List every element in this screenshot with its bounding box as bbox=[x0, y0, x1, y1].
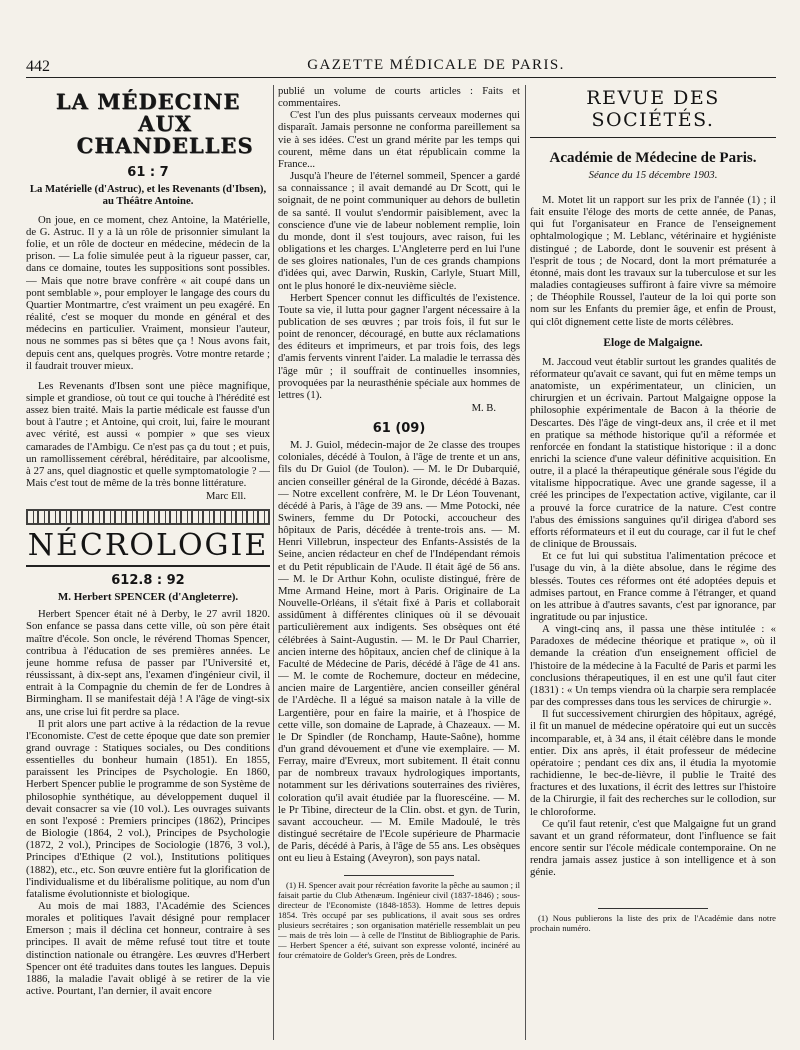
left-column bbox=[26, 85, 270, 1040]
author-signature: M. B. bbox=[471, 403, 496, 415]
obituary-paragraph: Herbert Spencer connut les difficultés de l'existence. Toute sa vie, il lutta pour gagner l'argent nécessaire à la publication de ses œuvres ; par trois fois, il fut sur le point de renoncer, découragé, en butte aux réclamations des éditeurs et imprimeurs, et par trois fois, des legs d'amis fervents vinrent l'aider. La maladie le terrassa dès l'âge mûr ; il souffrait de continuelles insomnies, provoquées par la neurasthénie spéciale aux hommes de lettres (1). bbox=[278, 291, 520, 401]
right-column bbox=[530, 85, 776, 1040]
obituary-paragraph: Jusqu'à l'heure de l'éternel sommeil, Spencer a gardé sa connaissance ; il avait demandé au Dr Scott, qui le soignait, de ne point communiquer au dehors de bulletin de sa santé. Il voulut s'endormir paisiblement, avec la conscience d'une vie de labeur noblement remplie, loin du monde, dont il s'est toujours, avec raison, fui les obligations et les charges. L'Angleterre perd en lui l'une de ses gloires nationales, l'un de ces grands champions d'idées qui, avec Darwin, Ruskin, Carlyle, Stuart Mill, ont le plus honoré le dix-neuvième siècle. bbox=[278, 170, 520, 292]
middle-column bbox=[278, 85, 520, 1040]
header-rule bbox=[26, 77, 776, 78]
footnote: (1) Nous publierons la liste des prix de l'Académie dans notre prochain numéro. bbox=[530, 913, 776, 934]
necrologie-title: NÉCROLOGIE bbox=[26, 531, 270, 567]
section-title-line2: AUX CHANDELLES bbox=[76, 111, 254, 158]
classification-code: 612.8 : 92 bbox=[111, 573, 185, 589]
footnote: (1) H. Spencer avait pour récréation favorite la pêche au saumon ; il faisait partie du Club Athenæum. Ingénieur civil (1837-1846) ; sous-directeur de l'Economiste (1848-1853). Homme de lettres depuis 1854. Très occupé par ses publications, il avait sous ses ordres plusieurs secrétaires ; son organisation matérielle ressemblait un peu — mais de très loin — à celle de l'Institut de Bibliographie de Paris. — Herbert Spencer a été, suivant son expresse volonté, incinéré au four crématoire de Golder's Green, près de Londres. bbox=[278, 879, 520, 960]
footnote-rule bbox=[344, 875, 454, 876]
journal-title: GAZETTE MÉDICALE DE PARIS. bbox=[307, 57, 565, 73]
obituary-paragraph: Herbert Spencer était né à Derby, le 27 avril 1820. Son enfance se passa dans cette ville, où son père était maître d'école. Son oncle, le révérend Thomas Spencer, contribua à l'éducation de ses premières années. Le jeune homme refusa de passer par l'Université et, réussissant, à dix-sept ans, l'examen d'ingénieur civil, il entrait à la Compagnie du chemin de fer de Londres à Birmingham. Il se manifestait déjà ! A l'âge de vingt-six ans, une crise lui fit perdre sa place. bbox=[26, 608, 270, 718]
running-head bbox=[26, 54, 776, 76]
report-paragraph: Il fut successivement chirurgien des hôpitaux, agrégé, il fit un manuel de médecine opératoire qui eut un succès incomparable, et, à 34 ans, il était célèbre dans le monde entier. Dix ans après, il était professeur de médecine opératoire ; pendant ces dix ans, il étudia la myotomie rachidienne, le bec-de-lièvre, il publie le Traité des fractures et des luxations, il écrit des lettres sur l'histoire de la Chirurgie, il fait des recherches sur le collodion, sur le chloroforme. bbox=[530, 708, 776, 818]
classification-code: 61 (09) bbox=[372, 421, 426, 437]
obituary-paragraph: Il prit alors une part active à la rédaction de la revue l'Economiste. C'est de cette époque que date son premier grand ouvrage : Statiques sociales, ou Des conditions essentielles du bonheur humain (1851). En 1855, paraissent les Principes de Psychologie. En 1860, Herbert Spencer publie le programme de son Système de philosophie synthétique, au développement duquel il devait consacrer sa vie (10 vol.). Les ouvrages suivants en sont l'exposé : Premiers principes (1862), Principes de Biologie (1864, 2 vol.), Principes de Psychologie (1872, 2 vol.), Principes de Sociologie (1876, 3 vol.), Principes d'Ethique (2 vol.), Institutions politiques (1882), etc., etc. Son œuvre entière fut la glorification de l'individualisme et du libéralisme politique, au nom d'un fatalisme évolutionniste et biologique. bbox=[26, 717, 270, 900]
obituary-paragraph: Au mois de mai 1883, l'Académie des Sciences morales et politiques l'avait désigné pour remplacer Emerson ; mais il déclina cet honneur, contraire à ses principes. Il avait de même refusé tout titre et toute distinction nationale ou étrangère. Les œuvres d'Herbert Spencer ont été traduites dans toutes les langues. Depuis 1886, la maladie l'avait obligé à se retirer de la vie active. Pourtant, l'an dernier, il avait encore bbox=[26, 900, 270, 998]
obituary-paragraph: publié un volume de courts articles : Faits et commentaires. bbox=[278, 85, 520, 110]
classification-code: 61 : 7 bbox=[127, 165, 169, 180]
section-title-line1: LA MÉDECINE bbox=[55, 89, 241, 114]
obituary-paragraph: C'est l'un des plus puissants cerveaux modernes qui disparaît. Jamais personne ne conforma pareillement sa vie à ses idées. C'est un grand mérite par les temps qui courent, même dans un état républicain comme la France... bbox=[278, 109, 520, 170]
report-paragraph: M. Motet lit un rapport sur les prix de l'année (1) ; il fait ensuite l'éloge des morts de cette année, de Panas, qui fut l'organisateur en France de l'enseignement ophtalmologique ; M. Leblanc, vétérinaire et hygiéniste distingué ; de Laborde, dont le souvenir est présent à l'esprit de tous ; de Nocard, dont la mort prématurée a étonné, mais dont les travaux sur la tuberculose et sur les maladies contagieuses suffiront à faire vivre sa mémoire ; de Théophile Roussel, l'auteur de la loi qui porte son nom sur les Enfants du premier âge, et enfin de Proust, qui clôt dignement cette liste de morts célèbres. bbox=[530, 194, 776, 328]
session-date: Séance du 15 décembre 1903. bbox=[588, 169, 718, 181]
deaths-list-paragraph: M. J. Guiol, médecin-major de 2e classe des troupes coloniales, décédé à Toulon, à l'âge de trente et un ans, fils du Dr Guiol (de Toulon). — M. le Dr Dubarquié, ancien conseiller général de la Gironde, décédé à Bazas. — Notre excellent confrère, M. le Dr Léon Touvenant, décédé à Paris, à l'âge de 39 ans. — Mme Potocki, née Swiners, femme du Dr Potocki, accoucheur des hôpitaux de Paris, décédée à trente-trois ans. — M. Henri Villebrun, inspecteur des Enfants-Assistés de la Seine, ancien rédacteur en chef de l'Indépendant rémois et du Petit républicain de l'Aude. Il était âgé de 56 ans. — M. le Dr Arthur Kohn, oculiste distingué, frère de Mme Armand Heine, mort à Paris. Originaire de La Nouvelle-Orléans, il s'était fixé à Paris et collaborait assidûment à différentes cliniques où il se dévouait particulièrement aux indigents. Ses obsèques ont été célébrées à Saint-Augustin. — M. le Dr Paul Charrier, ancien interne des hôpitaux, ancien chef de clinique à la Faculté de Médecine de Paris, décédé à l'âge de 41 ans. — M. le comte de Rochemure, docteur en médecine, ancien maire de Largentière, ancien conseiller général de l'Ardèche. Il a légué sa maison natale à la ville de Largentière, pour en faire la mairie, et à l'hospice de cette ville, son domaine de Laprade, à Chazeaux. — M. le Dr Spindler (de Ronchamp, Haute-Saône), homme d'un grand dévouement et d'une vie exemplaire. — M. Ferray, maire d'Evreux, mort subitement. Il était connu par de nombreux travaux hydrologiques importants, notamment sur les dérivations souterraines des rivières, coloration qu'il avait étudiée par la fluorescéine. — M. le Pr Tibine, directeur de la Clin. obst. et gyn. de Turin, savant accoucheur. — M. Emile Madoulé, le très distingué secrétaire de l'Ecole supérieure de Pharmacie de Paris, décédé à Paris, à l'âge de 55 ans. Les obsèques ont eu lieu à Estaing (Aveyron), son pays natal. bbox=[278, 439, 520, 865]
report-paragraph: Et ce fut lui qui substitua l'alimentation précoce et l'usage du vin, à la diète absolue, dans le régime des blessés. Toutes ces réformes ont été adoptées depuis et admises partout, en France comme à l'étranger, et quand on les attribue à d'autres savants, c'est par ignorance, par ingratitude ou par injustice. bbox=[530, 550, 776, 623]
footnote-rule bbox=[598, 908, 708, 909]
eloge-heading: Eloge de Malgaigne. bbox=[603, 336, 703, 349]
report-paragraph: M. Jaccoud veut établir surtout les grandes qualités de réformateur qu'avait ce savant, qui fut en même temps un anatomiste, un expérimentateur, un clinicien, un chirurgien et un écrivain. Partout Malgaigne oppose la philosophie expérimentale de Bacon à la théorie de Descartes. Dès l'âge de vingt-deux ans, il crée et il met en pratique sa méthode historique qu'il a réformée et renforcée en fondant la statistique historique : il a donc enrichi la science d'une valeur définitive acquisition. En outre, il a placé la thérapeutique générale sous l'égide du vitalisme hippocratique. Avec une grande sagesse, il a créé les principes de l'expectation active, vigilante, car il a prouvé la force curatrice de la nature. C'est contre l'abus des émissions sanguines qu'il dirigea d'abord ses efforts réformateurs et il eut du courage, car il fut le chef de clinique de Broussais. bbox=[530, 355, 776, 551]
article-paragraph: Les Revenants d'Ibsen sont une pièce magnifique, simple et grandiose, où tout ce qui touche à l'hérédité est assez bien traité. Mais la partie médicale est fausse d'un bout à l'autre ; et Antoine, qui croit, lui, faire le mourant avec vérité, est aussi « pompier » que ses vieux camarades de l'Ambigu. Ce n'est pas ça du tout ; et puis, un ramollissement cérébral, héréditaire, par alcoolisme, à 27 ans, quel diagnostic et quelle symptomatologie ? — Mais c'est tout de même de la très bonne littérature. bbox=[26, 379, 270, 490]
report-paragraph: A vingt-cinq ans, il passa une thèse intitulée : « Paradoxes de médecine théorique et pratique », où il demande la création d'un enseignement officiel de l'histoire de la médecine à la Faculté de Paris et parmi les conclusions thérapeutiques, il en est une qu'il faut citer (1831) : « Un temps viendra où la charpie sera remplacée par des compresses dans tous les services de chirurgie ». bbox=[530, 623, 776, 709]
article-subhead: La Matérielle (d'Astruc), et les Revenants (d'Ibsen), au Théâtre Antoine. bbox=[29, 183, 267, 208]
author-signature: Marc Ell. bbox=[205, 491, 246, 503]
ornamental-border bbox=[26, 509, 270, 525]
report-paragraph: Ce qu'il faut retenir, c'est que Malgaigne fut un grand savant et un grand réformateur, dont l'influence se fait encore sentir sur l'école médicale contemporaine. On ne rendra jamais assez justice à son intelligence et à son génie. bbox=[530, 817, 776, 879]
obituary-heading: M. Herbert SPENCER (d'Angleterre). bbox=[57, 591, 239, 604]
academy-heading: Académie de Médecine de Paris. bbox=[549, 150, 757, 166]
column-divider bbox=[525, 85, 526, 1040]
column-divider bbox=[273, 85, 274, 1040]
article-paragraph: On joue, en ce moment, chez Antoine, la Matérielle, de G. Astruc. Il y a là un rôle de prisonnier simulant la folie, et un rôle de docteur en médecine, médecin de la prison. — La folie simulée peut à la rigueur passer, car, dans ce domaine, toutes les suppositions sont possibles. — Mais que notre brave confrère « ait coupé dans un pont semblable », pour employer le langage des cours du Quartier Montmartre, c'est vraiment un peu exagéré. En réalité, c'est se moquer du monde en général et des médecins en particulier. Vraiment, monsieur l'auteur, nous ne sommes pas si bêtes que ça ! Nous avons fait, depuis cent ans, quelques progrès. Votre montre retarde ; il faudrait trouver mieux. bbox=[26, 213, 270, 372]
revue-title: REVUE DES SOCIÉTÉS. bbox=[530, 87, 776, 138]
page-number: 442 bbox=[26, 58, 50, 75]
